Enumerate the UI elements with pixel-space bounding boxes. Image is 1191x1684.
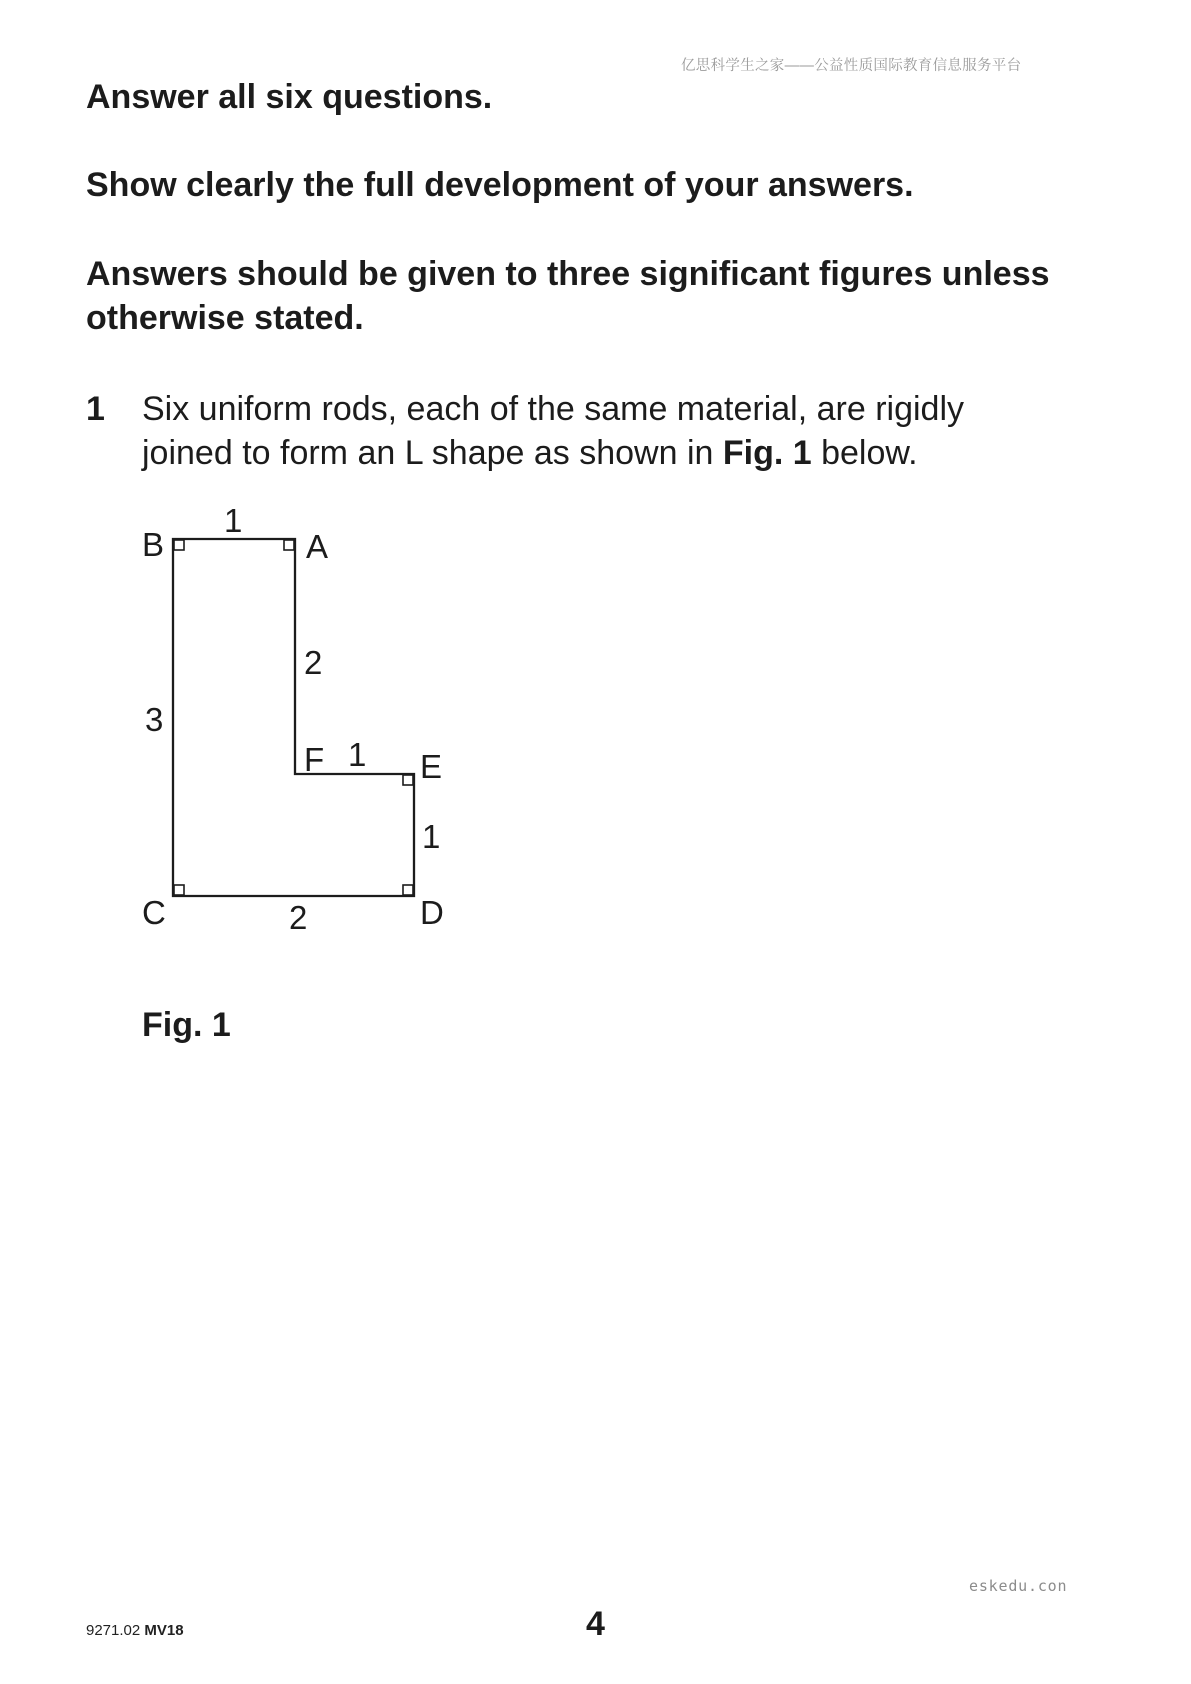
instruction-show-working: Show clearly the full development of your answers. (86, 166, 914, 204)
l-shape-rods (173, 539, 414, 896)
paper-session: MV18 (144, 1622, 184, 1639)
header-watermark: 亿思科学生之家——公益性质国际教育信息服务平台 (681, 58, 1022, 74)
figure-reference: Fig. 1 (722, 434, 812, 472)
l-shape-outline (173, 539, 414, 896)
figure-caption: Fig. 1 (142, 1006, 231, 1044)
right-angle-marker-b (174, 540, 184, 550)
question-number: 1 (86, 390, 105, 428)
right-angle-marker-a (284, 540, 294, 550)
right-angle-marker-e (403, 775, 413, 785)
rod-length-bc: 3 (145, 701, 164, 738)
paper-code-number: 9271.02 (86, 1622, 141, 1639)
vertex-label-e: E (420, 748, 443, 785)
right-angle-marker-d (403, 885, 413, 895)
instruction-answer-all: Answer all six questions. (86, 78, 493, 116)
instruction-significant-figures-line1: Answers should be given to three significant figures unless (86, 255, 1050, 293)
vertex-label-b: B (142, 526, 165, 563)
vertex-label-c: C (142, 894, 166, 931)
instruction-significant-figures-line2: otherwise stated. (86, 299, 364, 337)
vertex-label-f: F (304, 741, 325, 778)
rod-length-ab: 1 (224, 502, 243, 539)
question-text-line1: Six uniform rods, each of the same material, are rigidly (142, 390, 965, 428)
vertex-label-d: D (420, 894, 444, 931)
rod-length-cd: 2 (289, 899, 308, 936)
footer-watermark: eskedu.con (969, 1577, 1068, 1595)
rod-length-af: 2 (304, 644, 323, 681)
vertex-label-a: A (306, 528, 329, 565)
rod-length-fe: 1 (348, 736, 367, 773)
rod-length-ed: 1 (422, 818, 441, 855)
page-number: 4 (586, 1605, 605, 1643)
right-angle-marker-c (174, 885, 184, 895)
question-text-line2-start: joined to form an L shape as shown in (142, 434, 723, 472)
right-angle-markers (174, 540, 413, 895)
paper-code (86, 1622, 184, 1639)
question-text-line2-end: below. (811, 434, 918, 472)
